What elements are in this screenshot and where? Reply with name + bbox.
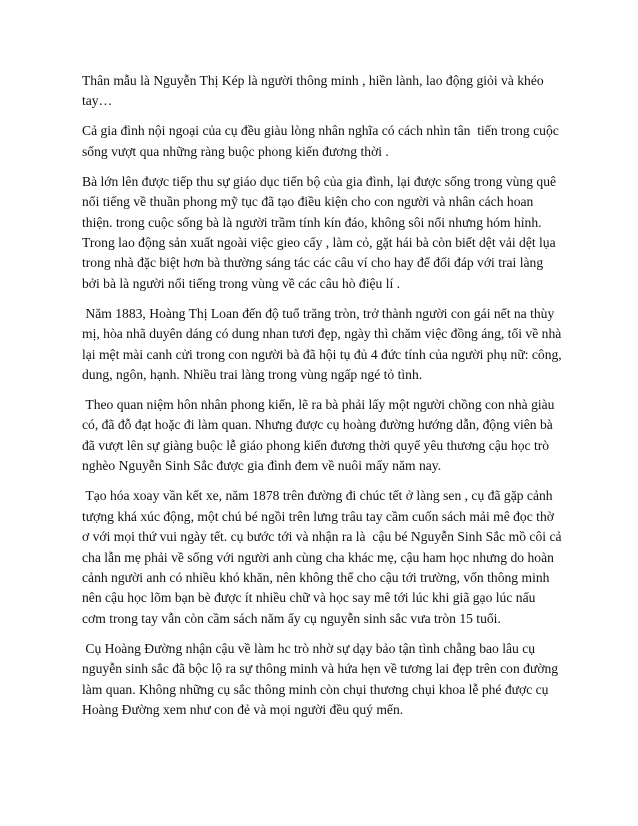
paragraph-hoang-duong: Cụ Hoàng Đường nhận cậu về làm hc trò nhờ sự dạy bảo tận tình chẵng bao lâu cụ nguyễn sinh sắc đã bộc lộ ra sự thông minh và hứa hẹn về tương lai đẹp trên con đường làm quan. Không những cụ sắc thông minh còn chụi thương chụi khoa lễ phé được cụ Hoàng Đường xem như con đẻ và mọi người đều quý mến. [82, 640, 562, 717]
document-page [82, 71, 566, 730]
paragraph-mother: Thân mẫu là Nguyễn Thị Kép là người thông minh , hiền lành, lao động giỏi và khéo tay… [82, 73, 548, 109]
paragraph-1883: Năm 1883, Hoàng Thị Loan đến độ tuổ trăng tròn, trở thành người con gái nết na thùy mị, hòa nhã duyên dáng có dung nhan tươi đẹp, ngày thì chăm việc đồng áng, tối về nhà lại mệt mài canh cửi trong con người bà đã hội tụ đủ 4 đức tính của người phụ nữ: công, dung, ngôn, hạnh. Nhiều trai làng trong vùng ngấp ngé tỏ tình. [82, 305, 566, 383]
paragraph-marriage: Theo quan niệm hôn nhân phong kiến, lẽ ra bà phải lấy một người chồng con nhà giàu có, đã đỗ đạt hoặc đi làm quan. Nhưng được cụ hoàng đường hướng dẫn, động viên bà đã vượt lên sự giàng buộc lễ giáo phong kiến đương thời quyế yêu thương cậu học trò nghèo Nguyễn Sinh Sắc được gia đình đem về nuôi mấy năm nay. [82, 397, 558, 474]
paragraph-1878: Tạo hóa xoay vần kết xe, năm 1878 trên đường đi chúc tết ở làng sen , cụ đã gặp cảnh tượng khá xúc động, một chú bé ngồi trên lưng trâu tay cầm cuốn sách mải mê đọc thờ ơ với mọi thứ vui ngày tết. cụ bước tới và nhận ra là cậu bé Nguyễn Sinh Sắc mồ côi cả cha lẫn mẹ phải về sống với người anh cùng cha khác mẹ, cậu ham học nhưng do hoàn cảnh người anh có nhiều khó khăn, nên không thể cho cậu tới trường, vốn thông minh nên cậu học lõm bạn bè được ít nhiều chữ và học say mê tới lúc khi giã gạo lúc nấu cơm trong tay vẫn còn cầm sách năm ấy cụ nguyễn sinh sắc vưa tròn 15 tuổi. [82, 488, 565, 626]
paragraph-upbringing: Bà lớn lên được tiếp thu sự giáo dục tiến bộ của gia đình, lại được sống trong vùng quê nổi tiếng về thuần phong mỹ tục đã tạo điều kiện cho con người và nhân cách hoan thiện. trong cuộc sống bà là người trầm tính kín đáo, không sôi nổi nhưng hóm hỉnh. Trong lao động sản xuất ngoài việc gieo cấy , làm cỏ, gặt hái bà còn biết dệt vải dệt lụa trong nhà đặc biệt hơn bà thường sáng tác các câu ví cho hay để đối đáp với trai làng bởi bà là người nổi tiếng trong vùng về các câu hò điệu lí . [82, 173, 560, 291]
paragraph-family: Cả gia đình nội ngoại của cụ đều giàu lòng nhân nghĩa có cách nhìn tân tiến trong cuộc sống vượt qua những ràng buộc phong kiến đương thời . [82, 123, 563, 159]
